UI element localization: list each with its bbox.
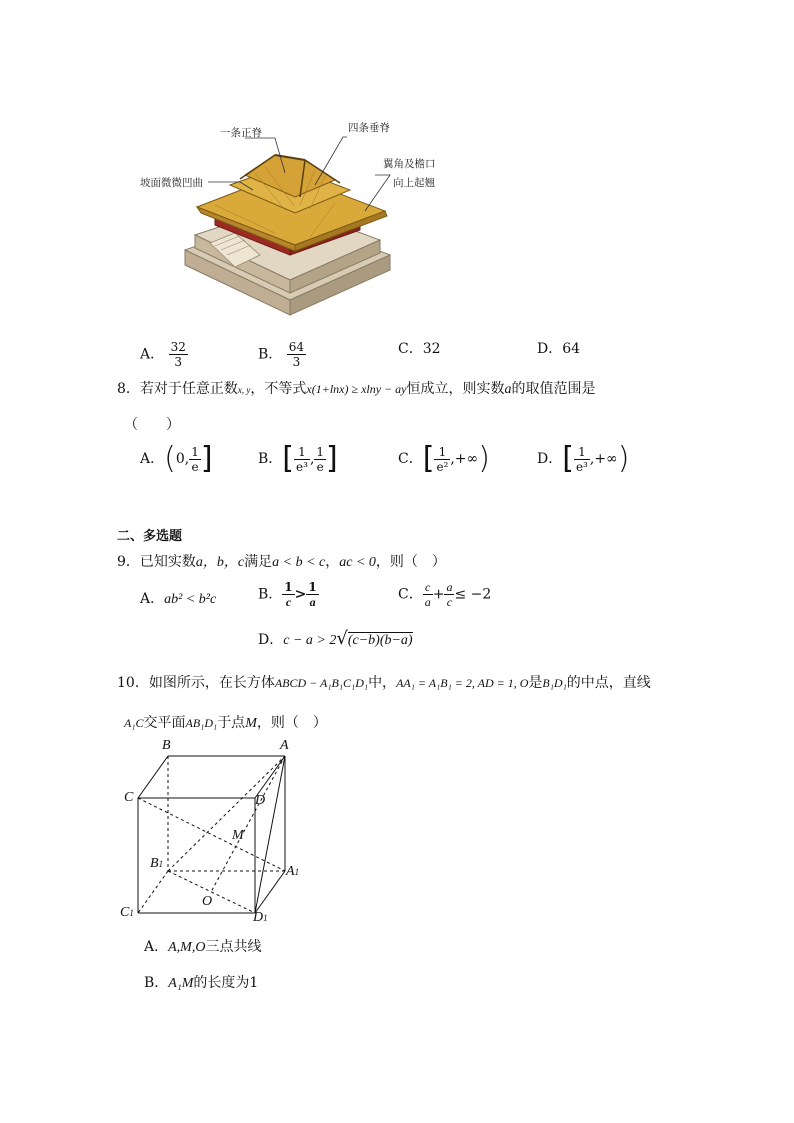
numerator: 64 (288, 340, 305, 354)
math-solid: ABCD − A₁B₁C₁D₁ (274, 676, 369, 690)
denominator: c (446, 595, 453, 609)
q10-stem-line2 (124, 712, 327, 732)
point-label-O: O (202, 894, 213, 909)
vertex-label-C1 (120, 905, 134, 921)
math-expression: ab² < b²c (164, 592, 217, 607)
option-label: A． (144, 939, 169, 955)
fraction (434, 445, 450, 474)
math-segment: A₁M (168, 976, 194, 991)
fraction (574, 445, 590, 474)
math-points: A,M,O (168, 940, 206, 955)
math-vars: a，b，c (195, 555, 245, 570)
interval-right: ,+∞ (450, 451, 479, 467)
right-paren: ) (617, 441, 630, 476)
left-bracket: [ (422, 441, 435, 476)
radicand: (c−b)(b−a) (347, 633, 413, 648)
stem-text: 交平面 (143, 715, 186, 731)
stem-text: 已知实数 (139, 554, 196, 570)
q9-option-a[interactable] (140, 588, 216, 608)
question-number: 8． (117, 381, 140, 397)
vertex-label-D1 (253, 910, 268, 926)
option-text: 的长度为 (193, 975, 250, 991)
math-given: AA₁ = A₁B₁ = 2, AD = 1, O (396, 676, 529, 690)
option-label: B． (258, 451, 283, 467)
fraction (287, 340, 306, 369)
denominator: e³ (296, 459, 308, 474)
math-condition: ac < 0 (339, 555, 376, 570)
option-label: B． (258, 346, 283, 363)
denominator: e² (436, 459, 449, 474)
question-number: 9． (117, 554, 140, 570)
stem-text: 如图所示，在长方体 (148, 675, 275, 691)
denominator: e (316, 459, 324, 474)
callout-main-ridge: 一条正脊 (220, 127, 262, 139)
callout-slope: 坡面微微凹曲 (140, 177, 203, 189)
stem-text: 中， (368, 675, 397, 691)
vertex-subscript: 1 (294, 867, 300, 877)
vertex-letter: A (286, 864, 295, 879)
q8-stem (117, 378, 596, 398)
numerator: a (446, 580, 453, 594)
numerator: 1 (308, 580, 317, 594)
denominator: c (285, 595, 292, 609)
fraction (444, 580, 454, 609)
q9-option-d[interactable] (258, 628, 413, 649)
numerator: 1 (191, 444, 199, 459)
fraction (169, 340, 188, 369)
option-value: 32 (422, 341, 441, 357)
q8-option-d[interactable] (537, 441, 630, 476)
q9-option-b[interactable] (258, 580, 319, 609)
stem-text: 若对于任意正数 (139, 381, 238, 397)
interval-left: 0, (175, 451, 190, 467)
palace-illustration (135, 115, 455, 325)
right-bracket: ] (200, 441, 213, 476)
numerator: 1 (294, 445, 310, 460)
right-paren: ) (478, 441, 490, 476)
option-label: D． (537, 451, 563, 467)
vertex-label-C: C (124, 790, 134, 805)
numerator: c (423, 580, 433, 595)
denominator: 3 (174, 355, 183, 369)
right-bracket: ] (326, 441, 338, 476)
math-line: A₁C (124, 716, 144, 730)
numerator: 32 (170, 340, 186, 354)
fraction (294, 445, 310, 474)
fraction (306, 580, 318, 609)
vertex-label-D: D (255, 793, 266, 808)
math-plane: AB₁D₁ (185, 716, 218, 730)
math-vars: x, y (237, 385, 251, 395)
denominator: e (191, 459, 199, 474)
q8-option-b[interactable]: B．[ $\frac{1}{\text{e³}}$ , $\frac{1}{e}$ ] (258, 441, 338, 476)
left-paren: ( (164, 441, 176, 476)
fraction (314, 445, 326, 474)
callout-four-ridges: 四条垂脊 (348, 122, 390, 134)
option-label: D． (258, 632, 284, 648)
option-label: A． (140, 591, 165, 607)
section-heading: 二、多选题 (117, 529, 183, 544)
q10-option-b[interactable] (144, 972, 258, 992)
option-label: B． (144, 975, 169, 991)
vertex-label-A: A (280, 738, 289, 753)
math-point: M (245, 716, 257, 731)
q9-stem (117, 551, 446, 571)
option-label: C． (398, 341, 423, 357)
q7-option-b[interactable] (258, 340, 306, 369)
left-bracket: [ (562, 441, 574, 476)
denominator: a (309, 595, 316, 609)
stem-text: ，则（ ） (256, 715, 327, 731)
option-label: B． (258, 586, 283, 603)
vertex-subscript: 1 (129, 908, 134, 918)
option-value: 1 (249, 975, 259, 991)
q10-option-a[interactable] (144, 936, 261, 956)
vertex-label-B: B (162, 738, 171, 753)
numerator: 1 (574, 445, 590, 460)
vertex-letter: C (120, 905, 130, 920)
palace-figure (135, 115, 455, 325)
denominator: a (424, 595, 431, 609)
left-bracket: [ (282, 441, 295, 476)
q8-blank: （ ） (124, 417, 180, 433)
callout-eaves-2: 向上起翘 (393, 177, 435, 189)
math-var: a (504, 382, 512, 397)
q8-option-c[interactable] (398, 441, 490, 476)
q7-option-a[interactable] (140, 340, 188, 369)
fraction (189, 445, 201, 474)
vertex-subscript: 1 (263, 913, 268, 923)
callout-eaves-1: 翼角及檐口 (383, 158, 436, 170)
stem-text: 的取值范围是 (511, 381, 596, 397)
operator: + (432, 586, 445, 603)
separator: ， (325, 554, 340, 570)
vertex-label-A1 (286, 864, 299, 880)
q9-option-c[interactable] (398, 580, 491, 609)
math-condition: a < b < c (272, 555, 326, 570)
question-number: 10． (117, 675, 149, 691)
option-label: A． (140, 451, 165, 467)
q8-option-a[interactable] (140, 441, 213, 476)
operator: > (294, 586, 307, 603)
stem-text: 满足 (244, 554, 273, 570)
q7-option-c[interactable] (398, 338, 441, 358)
q10-stem-line1 (117, 672, 651, 692)
interval-right: ,+∞ (589, 451, 618, 467)
vertex-subscript: 1 (158, 859, 164, 869)
option-label: C． (398, 451, 423, 467)
stem-text: 恒成立，则实数 (406, 381, 505, 397)
denominator: e³ (575, 459, 588, 474)
cuboid-figure (110, 738, 310, 928)
option-value: 64 (562, 341, 581, 357)
option-text: 三点共线 (205, 939, 262, 955)
stem-text: 于点 (217, 715, 246, 731)
stem-text: 的中点，直线 (566, 675, 651, 691)
option-label: D． (537, 341, 563, 357)
fraction (423, 580, 433, 609)
point-label-M: M (232, 828, 244, 843)
math-inequality: x(1+lnx) ≥ xlny − ay (306, 382, 407, 396)
numerator: 1 (316, 444, 325, 459)
denominator: 3 (292, 355, 301, 369)
math-segment: B₁D₁ (542, 676, 567, 690)
stem-text: ，则（ ） (375, 554, 446, 570)
vertex-letter: B (150, 856, 159, 871)
vertex-letter: D (253, 910, 264, 925)
numerator: 1 (284, 580, 293, 594)
sqrt-sign: √ (336, 628, 348, 649)
fraction (282, 580, 294, 609)
q7-option-d[interactable] (537, 338, 580, 358)
vertex-label-B1 (150, 856, 163, 872)
option-label: A． (140, 346, 165, 363)
math-rhs: ≤ −2 (454, 586, 492, 603)
stem-text: 是 (528, 675, 543, 691)
option-label: C． (398, 586, 423, 603)
stem-text: ，不等式 (250, 381, 307, 397)
numerator: 1 (434, 445, 450, 460)
math-expression: c − a > 2 (283, 633, 337, 648)
